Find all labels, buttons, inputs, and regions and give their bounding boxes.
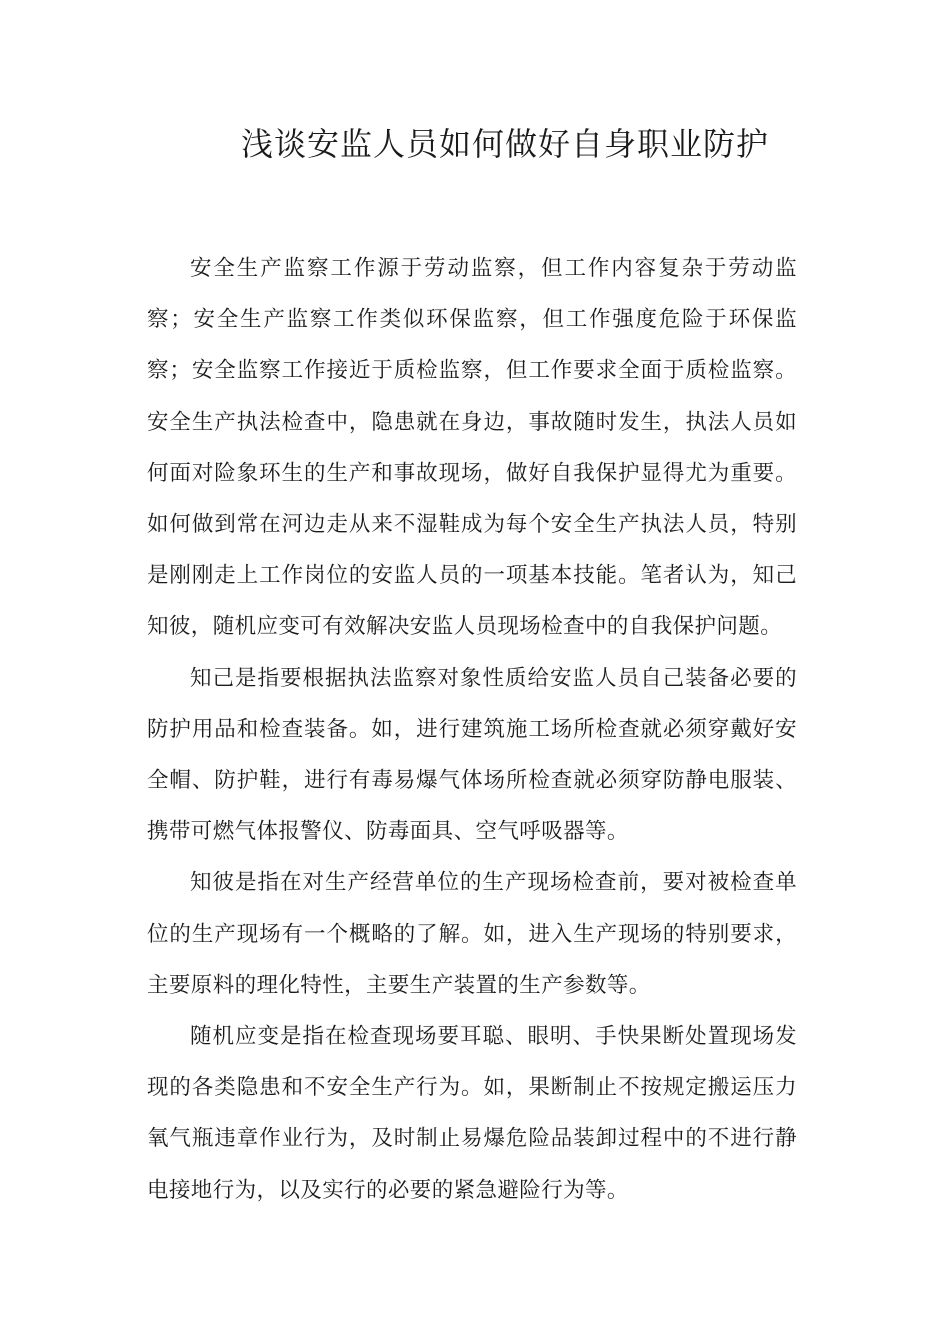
document-body — [147, 243, 797, 1216]
paragraph-1: 安全生产监察工作源于劳动监察，但工作内容复杂于劳动监察；安全生产监察工作类似环保监察，但工作强度危险于环保监察；安全监察工作接近于质检监察，但工作要求全面于质检监察。安全生产执法检查中，隐患就在身边，事故随时发生，执法人员如何面对险象环生的生产和事故现场，做好自我保护显得尤为重要。如何做到常在河边走从来不湿鞋成为每个安全生产执法人员，特别是刚刚走上工作岗位的安监人员的一项基本技能。笔者认为，知己知彼，随机应变可有效解决安监人员现场检查中的自我保护问题。 — [147, 256, 797, 640]
paragraph-4: 随机应变是指在检查现场要耳聪、眼明、手快果断处置现场发现的各类隐患和不安全生产行为。如，果断制止不按规定搬运压力氧气瓶违章作业行为，及时制止易爆危险品装卸过程中的不进行静电接地行为，以及实行的必要的紧急避险行为等。 — [147, 1024, 797, 1203]
document-title: 浅谈安监人员如何做好自身职业防护 — [241, 125, 770, 163]
paragraph-3: 知彼是指在对生产经营单位的生产现场检查前，要对被检查单位的生产现场有一个概略的了解。如，进入生产现场的特别要求，主要原料的理化特性，主要生产装置的生产参数等。 — [147, 870, 797, 998]
paragraph-2: 知己是指要根据执法监察对象性质给安监人员自己装备必要的防护用品和检查装备。如，进行建筑施工场所检查就必须穿戴好安全帽、防护鞋，进行有毒易爆气体场所检查就必须穿防静电服装、携带可燃气体报警仪、防毒面具、空气呼吸器等。 — [147, 665, 797, 845]
